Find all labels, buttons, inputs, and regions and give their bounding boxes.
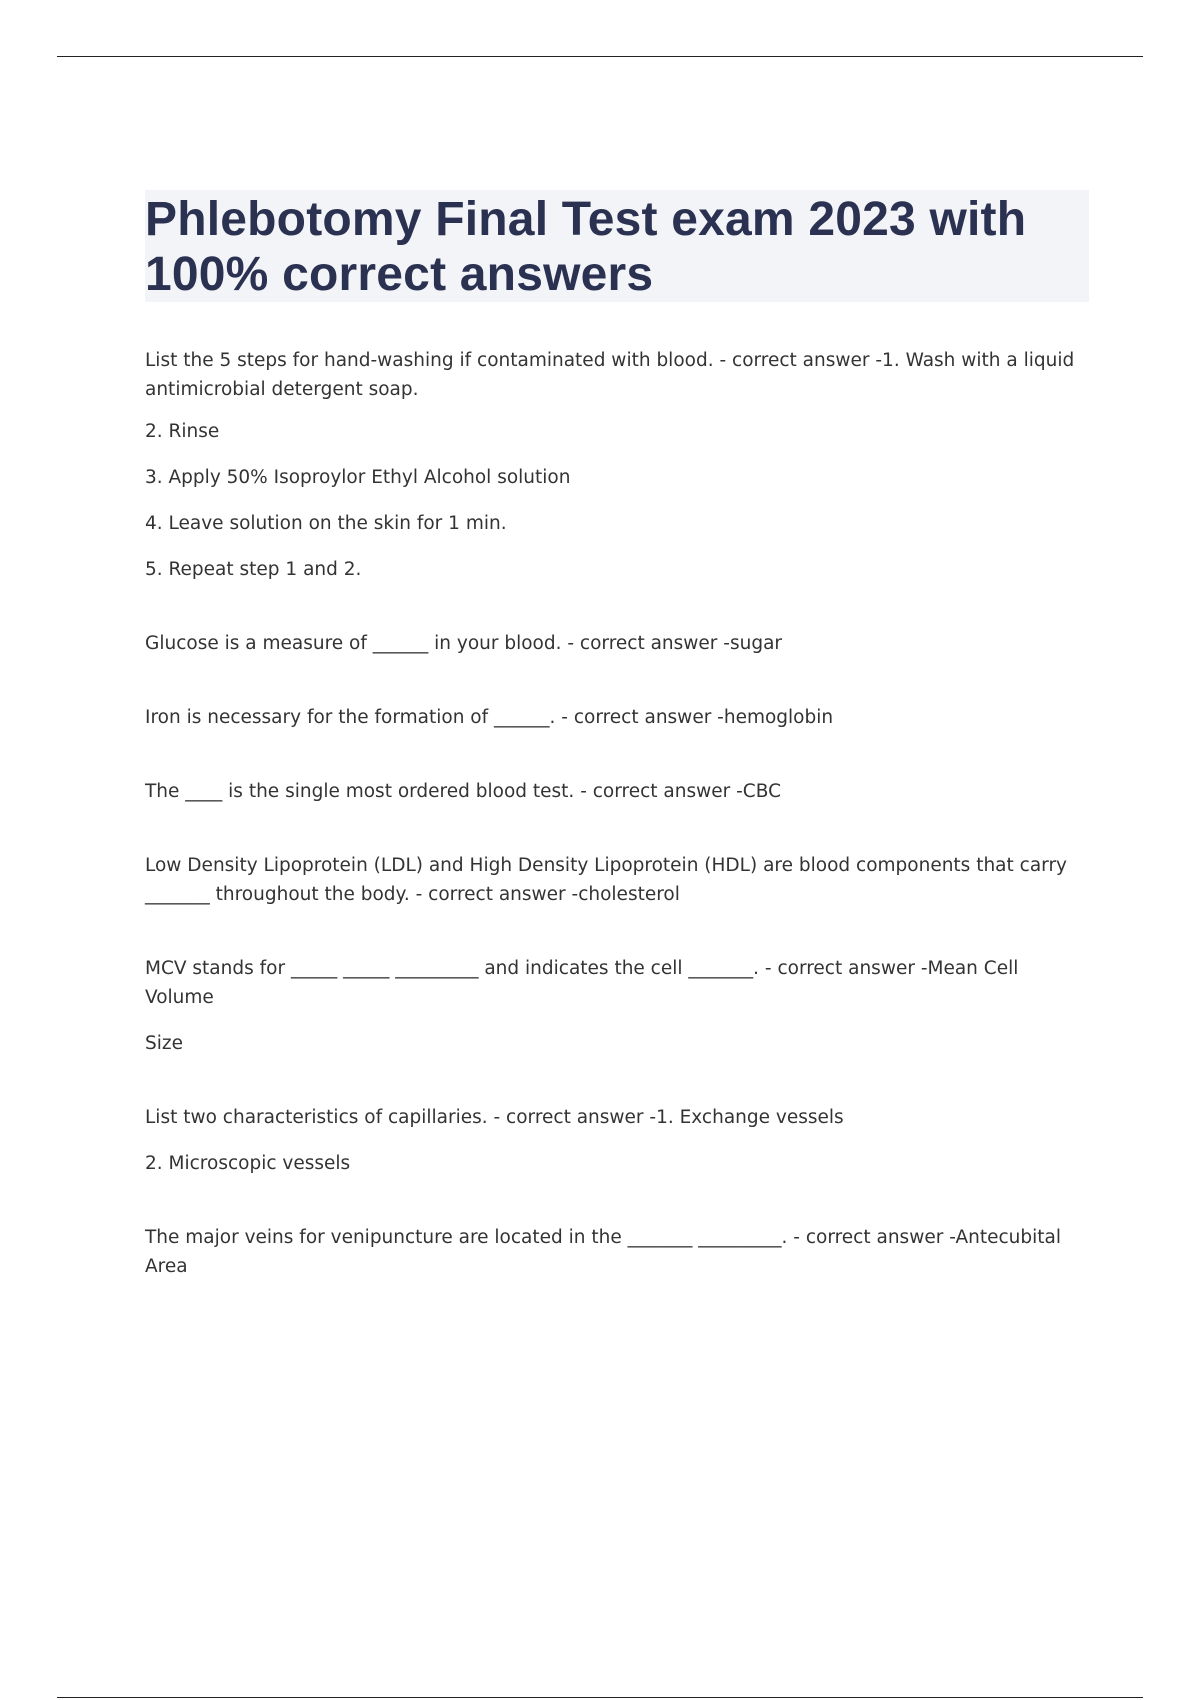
qa-line: 5. Repeat step 1 and 2.: [145, 559, 362, 580]
qa-line: List two characteristics of capillaries. - correct answer -1. Exchange vessels: [145, 1107, 844, 1128]
qa-item: [145, 1103, 1089, 1178]
qa-item: [145, 703, 1089, 732]
qa-line: 2. Rinse: [145, 421, 220, 442]
qa-line: Glucose is a measure of ______ in your blood. - correct answer -sugar: [145, 633, 783, 654]
qa-item: [145, 777, 1089, 806]
qa-line: Iron is necessary for the formation of ______. - correct answer -hemoglobin: [145, 707, 834, 728]
qa-line: 3. Apply 50% Isoproylor Ethyl Alcohol solution: [145, 467, 571, 488]
qa-item: [145, 346, 1089, 584]
qa-line: The major veins for venipuncture are located in the _______ _________. - correct answer -Antecubital Area: [145, 1227, 1061, 1277]
document-title: Phlebotomy Final Test exam 2023 with 100% correct answers: [145, 193, 1027, 301]
qa-item: [145, 851, 1089, 909]
qa-line: 2. Microscopic vessels: [145, 1153, 351, 1174]
document-body: [145, 190, 1089, 1298]
title-block: [145, 190, 1089, 302]
qa-item: [145, 1223, 1089, 1281]
top-rule: [57, 56, 1143, 57]
qa-line: MCV stands for _____ _____ _________ and indicates the cell _______. - correct answer -Mean Cell Volume: [145, 958, 1019, 1008]
qa-line: The ____ is the single most ordered blood test. - correct answer -CBC: [145, 781, 781, 802]
qa-line: Size: [145, 1033, 183, 1054]
qa-item: [145, 954, 1089, 1058]
qa-line: List the 5 steps for hand-washing if contaminated with blood. - correct answer -1. Wash with a liquid antimicrobial detergent soap.: [145, 350, 1075, 400]
qa-line: 4. Leave solution on the skin for 1 min.: [145, 513, 507, 534]
qa-list: [145, 346, 1089, 1281]
qa-line: Low Density Lipoprotein (LDL) and High Density Lipoprotein (HDL) are blood components that carry _______ throughout the body. - correct answer -cholesterol: [145, 855, 1067, 905]
bottom-rule: [57, 1697, 1143, 1698]
qa-item: [145, 629, 1089, 658]
